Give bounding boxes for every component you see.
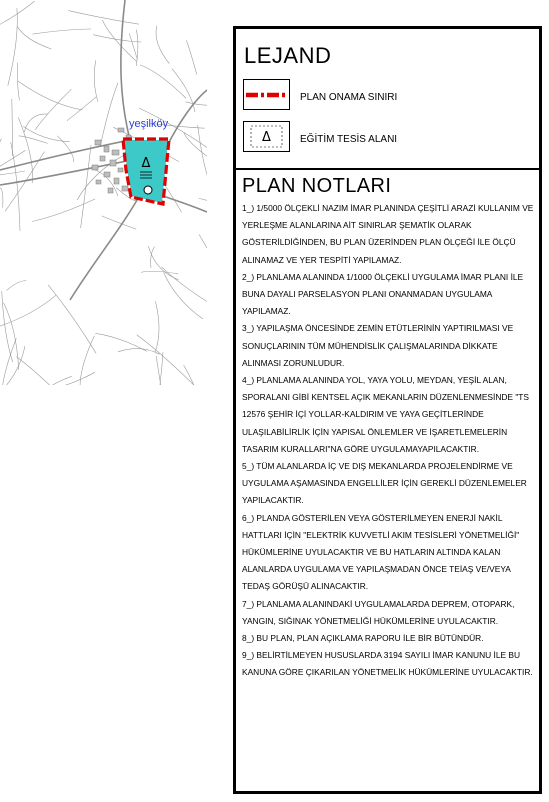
note-item: 9_) BELİRTİLMEYEN HUSUSLARDA 3194 SAYILI İMAR KANUNU İLE BU KANUNA GÖRE ÇIKARILAN YÖNETMELİK HÜKÜMLERİNE UYULACAKTIR. [242, 650, 533, 678]
parcel-line [32, 199, 95, 222]
parcel-line [148, 246, 178, 280]
parcel-line [18, 81, 83, 110]
parcel-line [67, 97, 96, 121]
parcel-line [8, 8, 18, 86]
parcel-line [198, 125, 207, 179]
parcel-line [57, 136, 74, 162]
parcel-lines [0, 1, 207, 385]
parcel-line [199, 235, 207, 273]
parcel-line [0, 188, 3, 208]
parcel-line [93, 35, 141, 42]
map-marker [144, 186, 152, 194]
parcel-line [184, 133, 207, 159]
note-item: 6_) PLANDA GÖSTERİLEN VEYA GÖSTERİLMEYEN ENERJİ NAKİL HATTLARI İÇİN "ELEKTRİK KUVVETLİ AKIM TESİSLERİ YÖNETMELİĞİ" HÜKÜMLERİNE UYULACAKTIR VE BU HATLARIN ALTINDA KALAN ALANLARDA UYGULAMA VE YAPILAŞMADAN ÖNCE TEİAŞ VE/VEYA TEDAŞ GÖRÜŞÜ ALINACAKTIR. [242, 512, 520, 592]
parcel-line [19, 376, 72, 385]
roads [0, 0, 207, 300]
parcel-line [80, 336, 94, 385]
map-excerpt [0, 0, 207, 385]
notes-title: PLAN NOTLARI [242, 175, 392, 197]
legend-panel [233, 26, 542, 794]
parcel-line [17, 357, 77, 385]
parcel-line [23, 126, 69, 141]
parcel-line [17, 26, 51, 49]
legend-divider [236, 168, 539, 170]
legend-boundary-symbol [243, 79, 290, 110]
note-item: 5_) TÜM ALANLARDA İÇ VE DIŞ MEKANLARDA PROJELENDİRME VE UYGULAMA AŞAMASINDA ENGELLİLER İÇİN GEREKLİ DÜZENLEMELER YAPILACAKTIR. [242, 461, 527, 506]
school-symbol: Δ [141, 156, 151, 171]
note-item: 3_) YAPILAŞMA ÖNCESİNDE ZEMİN ETÜTLERİNİN YAPTIRILMASI VE SONUÇLARININ TÜM MÜHENDİSLİK ÇALIŞMALARINDA DİKKATE ALINMASI ZORUNLUDUR. [242, 323, 514, 368]
notes-list [242, 200, 538, 682]
parcel-line [0, 139, 1, 188]
parcel-line [155, 301, 159, 352]
parcel-line [162, 267, 208, 309]
village-label: yeşilköy [129, 118, 169, 130]
legend-title: LEJAND [244, 43, 332, 68]
parcel-line [33, 29, 92, 34]
parcel-line [184, 365, 207, 385]
parcel-line [94, 60, 98, 102]
parcel-line [186, 40, 197, 74]
parcel-line [150, 352, 163, 385]
note-item: 4_) PLANLAMA ALANINDA YOL, YAYA YOLU, MEYDAN, YEŞİL ALAN, SPORALANI GİBİ KENTSEL AÇIK MEKANLARIN DÜZENLENMESİNDE "TS 12576 ŞEHİR İÇİ YOLLAR-KALDIRIM VE YAYA GEÇİTLERİNDE ULAŞILABİLİRLİK İÇİN YAPISAL ÖNLEMLER VE İŞARETLEMELERİN TASARIM KURALLARI"NA GÖRE UYGULAMAYAPILACAKTIR. [242, 375, 530, 454]
note-item: 2_) PLANLAMA ALANINDA 1/1000 ÖLÇEKLİ UYGULAMA İMAR PLANI İLE BUNA DAYALI PARSELASYON PLANI ONANMADAN UYGULAMA YAPILAMAZ. [242, 271, 524, 317]
legend-school-symbol [243, 121, 290, 152]
parcel-line [118, 349, 160, 355]
parcel-line [199, 198, 207, 203]
parcel-line [186, 102, 208, 105]
parcel-line [77, 155, 125, 200]
triangle-glyph: Δ [262, 130, 271, 145]
note-item: 8_) BU PLAN, PLAN AÇIKLAMA RAPORU İLE BİR BÜTÜNDÜR. [242, 633, 484, 644]
parcel-line [141, 271, 178, 274]
parcel-line [2, 291, 13, 362]
note-item: 1_) 1/5000 ÖLÇEKLİ NAZIM İMAR PLANINDA ÇEŞİTLİ ARAZİ KULLANIM VE YERLEŞME ALANLARINA AİT SINIRLAR ŞEMATİK OLARAK GÖSTERİLDİĞİNDEN, BU PLAN ÜZERİNDEN PLAN ÖLÇEĞİ İLE ÖLÇÜ ALINAMAZ VE YER TESPİTİ YAPILAMAZ. [242, 203, 534, 265]
legend-item-boundary-label: PLAN ONAMA SINIRI [300, 92, 398, 103]
parcel-line [3, 338, 17, 385]
parcel-line [0, 171, 25, 176]
note-item: 7_) PLANLAMA ALANINDAKİ UYGULAMALARDA DEPREM, OTOPARK, YANGIN, SIĞINAK YÖNETMELİĞİ HÜKÜMLERİNE UYULACAKTIR. [242, 598, 515, 626]
parcel-line [137, 335, 196, 385]
legend-item-school-label: EĞİTİM TESİS ALANI [300, 134, 398, 145]
parcel-line [11, 142, 20, 231]
parcel-line [164, 273, 203, 320]
parcel-line [100, 83, 118, 147]
triangle-school-icon [244, 122, 289, 151]
parcel-line [4, 303, 19, 370]
parcel-line [81, 145, 91, 228]
parcel-line [7, 281, 27, 291]
parcel-line [140, 65, 186, 99]
parcel-line [156, 26, 169, 64]
red-dashed-boundary-icon [244, 80, 289, 109]
parcel-line [136, 30, 138, 66]
